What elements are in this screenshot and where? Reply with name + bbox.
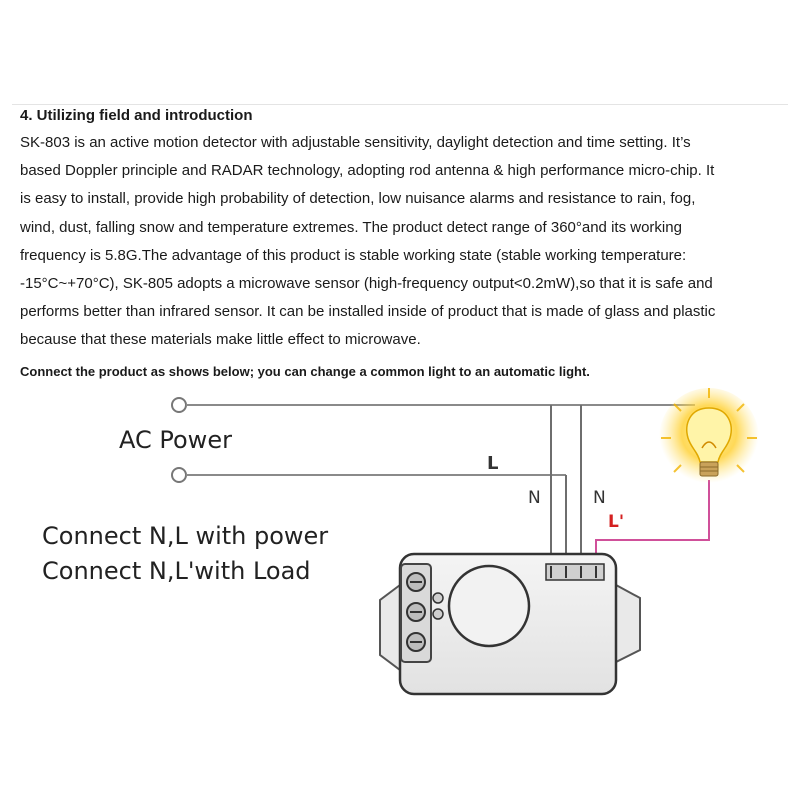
- ac-terminal-top: [172, 398, 186, 412]
- paragraph-line: is easy to install, provide high probability of detection, low nuisance alarms and resistance to rain, fog,: [20, 190, 696, 208]
- intro-paragraph: [20, 129, 792, 355]
- screw-terminal-icon: [407, 633, 425, 651]
- paragraph-line: based Doppler principle and RADAR technology, adopting rod antenna & high performance micro-chip. It: [20, 162, 715, 180]
- sensor-module: [380, 554, 640, 694]
- light-bulb-icon: [659, 388, 759, 488]
- paragraph-line: performs better than infrared sensor. It can be installed inside of product that is made of glass and plastic: [20, 303, 716, 321]
- screw-terminal-icon: [407, 603, 425, 621]
- connection-note: Connect the product as shows below; you can change a common light to an automatic light.: [20, 364, 590, 379]
- instruction-power: Connect N,L with power: [42, 522, 329, 550]
- ac-power-label: AC Power: [119, 426, 232, 454]
- ac-terminal-bottom: [172, 468, 186, 482]
- adjust-knob-icon: [433, 609, 443, 619]
- adjust-knob-icon: [433, 593, 443, 603]
- load-label: L': [608, 512, 625, 532]
- instruction-load: Connect N,L'with Load: [42, 557, 311, 585]
- paragraph-line: frequency is 5.8G.The advantage of this product is stable working state (stable working temperature:: [20, 246, 687, 264]
- wiring-diagram: [0, 380, 800, 800]
- screw-terminal-icon: [407, 573, 425, 591]
- sensor-dome: [449, 566, 529, 646]
- live-label: L: [487, 453, 499, 474]
- paragraph-line: SK-803 is an active motion detector with adjustable sensitivity, daylight detection and time setting. It’s: [20, 134, 691, 151]
- paragraph-line: because that these materials make little effect to microwave.: [20, 331, 421, 349]
- neutral-label-1: N: [528, 488, 541, 508]
- section-divider: [12, 104, 788, 105]
- paragraph-line: -15°C~+70°C), SK-805 adopts a microwave sensor (high-frequency output<0.2mW),so that it is safe and: [20, 275, 713, 293]
- section-heading: 4. Utilizing field and introduction: [20, 107, 253, 124]
- neutral-label-2: N: [593, 488, 606, 508]
- paragraph-line: wind, dust, falling snow and temperature extremes. The product detect range of 360°and its working: [20, 218, 682, 236]
